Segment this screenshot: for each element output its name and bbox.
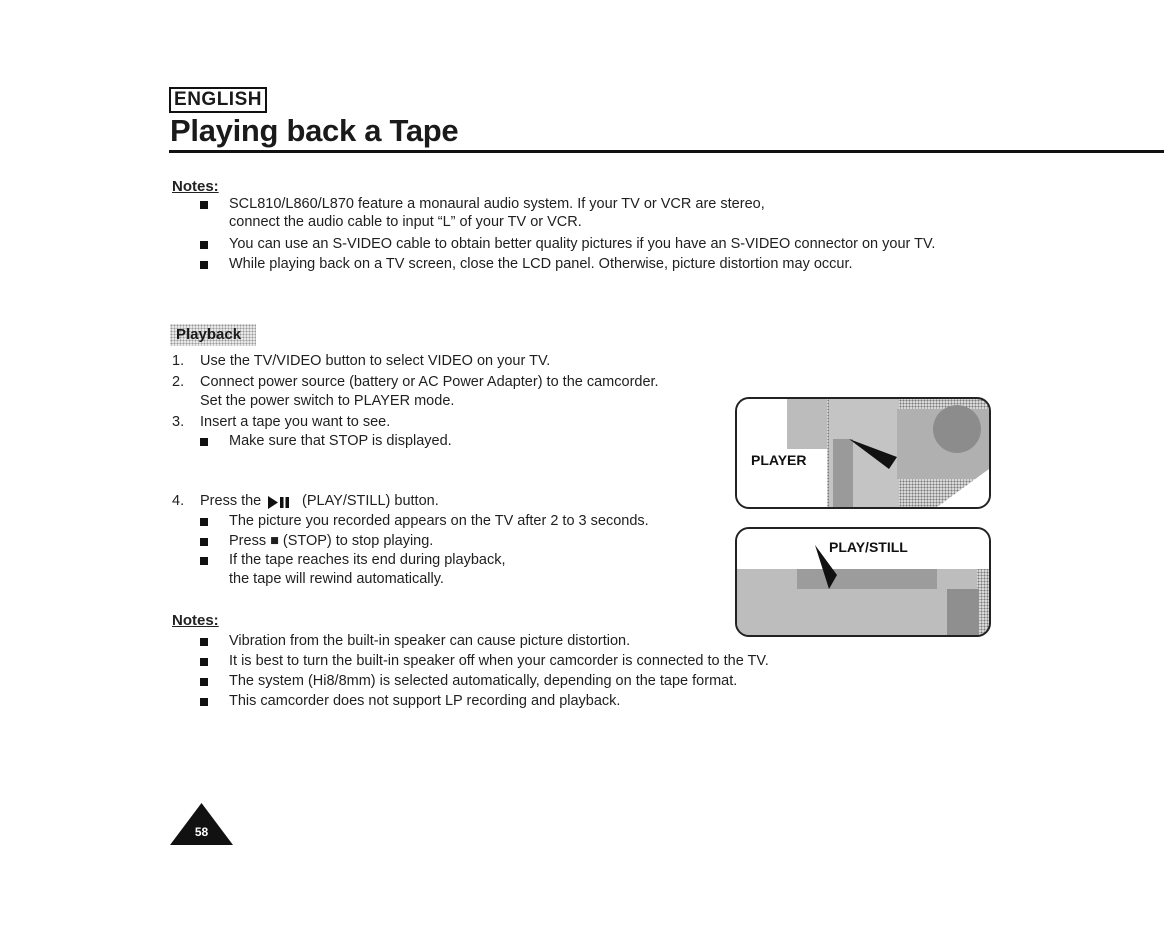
step-number: 1. [172,353,185,369]
bullet-icon [200,658,208,666]
step-bullet-text: Make sure that STOP is displayed. [229,433,452,449]
step-text-suffix: (PLAY/STILL) button. [302,493,439,509]
step-text-prefix: Press the [200,493,262,509]
step-bullet-text: the tape will rewind automatically. [229,571,444,587]
note-line: The system (Hi8/8mm) is selected automatically, depending on the tape format. [229,673,738,689]
note-line: You can use an S-VIDEO cable to obtain better quality pictures if you have an S-VIDEO connector on your TV. [229,236,936,252]
bullet-icon [200,538,208,546]
step-number: 4. [172,493,185,509]
language-badge: ENGLISH [169,87,267,113]
bullet-icon [200,638,208,646]
play-pause-icon [268,496,290,509]
step-bullet-text: Press ■ (STOP) to stop playing. [229,533,434,549]
title-divider [169,150,1164,153]
play-still-label: PLAY/STILL [829,539,908,555]
notes-heading-top: Notes: [172,178,219,195]
note-line: connect the audio cable to input “L” of your TV or VCR. [229,214,582,230]
bullet-icon [200,678,208,686]
step-text: Insert a tape you want to see. [200,414,391,430]
player-switch-photo [735,397,991,509]
bullet-icon [200,557,208,565]
bullet-icon [200,518,208,526]
bullet-icon [200,698,208,706]
page-title: Playing back a Tape [170,113,459,148]
bullet-icon [200,438,208,446]
bullet-icon [200,241,208,249]
bullet-icon [200,201,208,209]
note-line: It is best to turn the built-in speaker off when your camcorder is connected to the TV. [229,653,769,669]
page-number: 58 [194,825,209,839]
player-label: PLAYER [751,452,807,468]
note-line: While playing back on a TV screen, close the LCD panel. Otherwise, picture distortion may occur. [229,256,853,272]
step-bullet-text: If the tape reaches its end during playback, [229,552,506,568]
note-line: This camcorder does not support LP recording and playback. [229,693,621,709]
step-text: Connect power source (battery or AC Power Adapter) to the camcorder. [200,374,659,390]
step-text: Set the power switch to PLAYER mode. [200,393,455,409]
step-number: 3. [172,414,185,430]
note-line: SCL810/L860/L870 feature a monaural audio system. If your TV or VCR are stereo, [229,196,765,212]
step-text: Use the TV/VIDEO button to select VIDEO on your TV. [200,353,551,369]
note-line: Vibration from the built-in speaker can cause picture distortion. [229,633,631,649]
play-still-button-photo [735,527,991,637]
bullet-icon [200,261,208,269]
step-bullet-text: The picture you recorded appears on the TV after 2 to 3 seconds. [229,513,649,529]
notes-heading-bottom: Notes: [172,612,219,629]
section-heading-playback: Playback [170,324,256,346]
step-number: 2. [172,374,185,390]
